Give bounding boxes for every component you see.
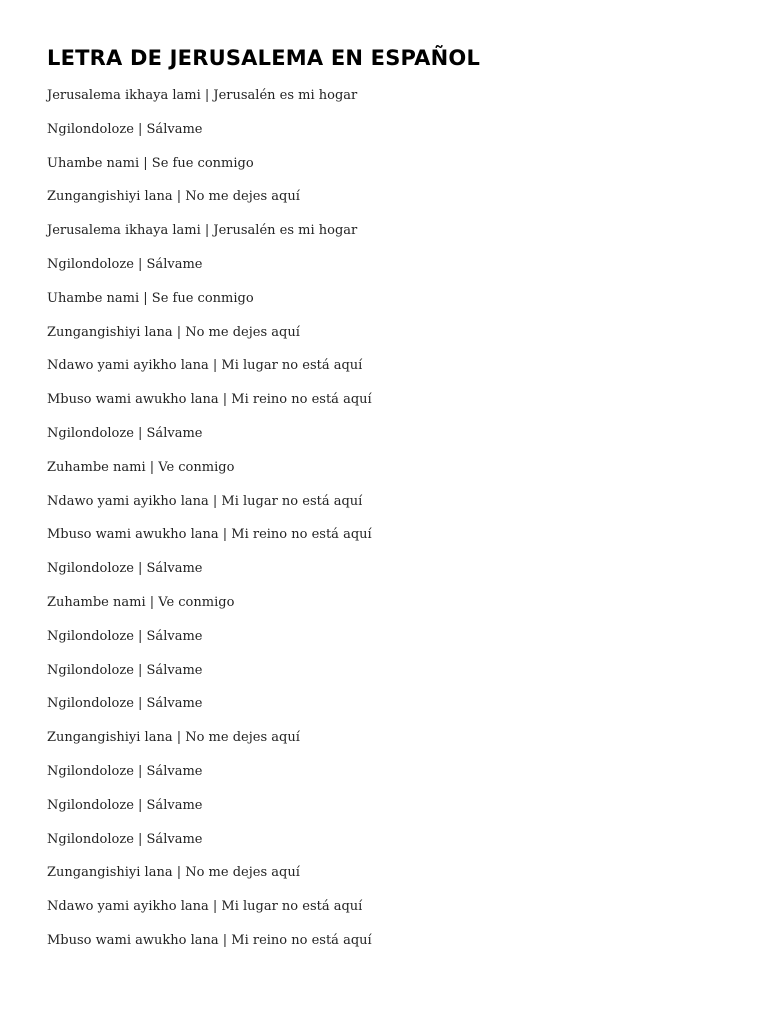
lyric-line: Ngilondoloze | Sálvame bbox=[47, 561, 203, 577]
lyric-line: Ndawo yami ayikho lana | Mi lugar no está aquí bbox=[47, 899, 363, 915]
lyric-line: Ngilondoloze | Sálvame bbox=[47, 763, 203, 779]
lyric-line: Ngilondoloze | Sálvame bbox=[47, 628, 203, 644]
lyric-line: Ndawo yami ayikho lana | Mi lugar no está aquí bbox=[47, 358, 363, 374]
lyric-line: Ngilondoloze | Sálvame bbox=[47, 121, 203, 137]
document-title: LETRA DE JERUSALEMA EN ESPAÑOL bbox=[47, 46, 481, 70]
lyric-line: Zuhambe nami | Ve conmigo bbox=[47, 459, 235, 475]
lyric-line: Ngilondoloze | Sálvame bbox=[47, 831, 203, 847]
lyric-line: Zungangishiyi lana | No me dejes aquí bbox=[47, 730, 300, 746]
lyric-line: Zungangishiyi lana | No me dejes aquí bbox=[47, 189, 300, 205]
lyric-line: Zuhambe nami | Ve conmigo bbox=[47, 594, 235, 610]
lyric-line: Ngilondoloze | Sálvame bbox=[47, 797, 203, 813]
lyric-line: Zungangishiyi lana | No me dejes aquí bbox=[47, 324, 300, 340]
lyric-line: Uhambe nami | Se fue conmigo bbox=[47, 290, 254, 306]
lyric-line: Mbuso wami awukho lana | Mi reino no está aquí bbox=[47, 392, 372, 408]
lyric-line: Mbuso wami awukho lana | Mi reino no está aquí bbox=[47, 527, 372, 543]
lyric-line: Ngilondoloze | Sálvame bbox=[47, 425, 203, 441]
lyric-line: Uhambe nami | Se fue conmigo bbox=[47, 155, 254, 171]
lyric-line: Zungangishiyi lana | No me dejes aquí bbox=[47, 865, 300, 881]
lyrics-list bbox=[47, 86, 372, 965]
lyric-line: Ngilondoloze | Sálvame bbox=[47, 256, 203, 272]
lyric-line: Ngilondoloze | Sálvame bbox=[47, 662, 203, 678]
lyric-line: Ngilondoloze | Sálvame bbox=[47, 696, 203, 712]
lyric-line: Jerusalema ikhaya lami | Jerusalén es mi hogar bbox=[47, 88, 358, 103]
lyric-line: Jerusalema ikhaya lami | Jerusalén es mi hogar bbox=[47, 223, 358, 239]
lyric-line: Mbuso wami awukho lana | Mi reino no está aquí bbox=[47, 932, 372, 948]
lyric-line: Ndawo yami ayikho lana | Mi lugar no está aquí bbox=[47, 493, 363, 509]
